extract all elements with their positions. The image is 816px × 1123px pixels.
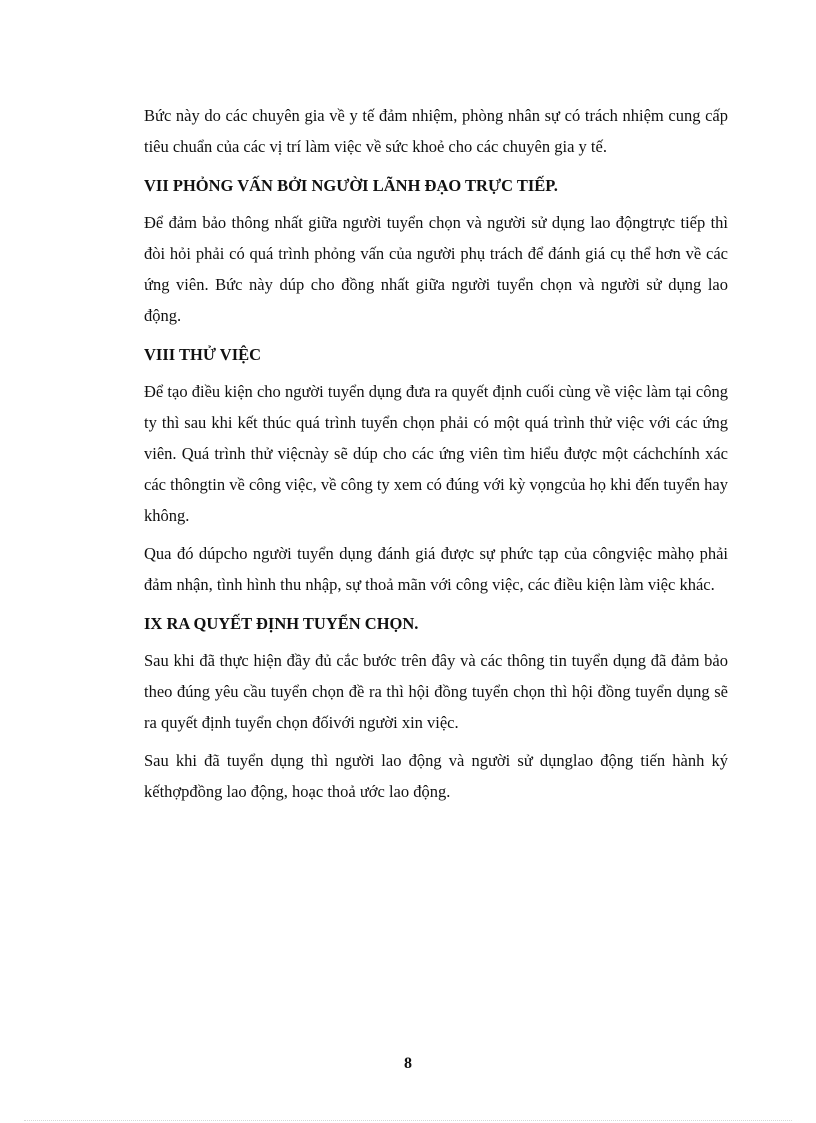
- paragraph-labor-contract: Sau khi đã tuyển dụng thì người lao động và người sử dụnglao động tiến hành ký kếthợpđồng lao động, hoạc thoả ước lao động.: [144, 751, 728, 801]
- paragraph-health-check: Bức này do các chuyên gia về y tế đảm nhiệm, phòng nhân sự có trách nhiệm cung cấp tiêu chuẩn của các vị trí làm việc về sức khoẻ cho các chuyên gia y tế.: [144, 106, 728, 156]
- section-heading-vii: VII PHỎNG VẤN BỞI NGƯỜI LÃNH ĐẠO TRỰC TIẾP.: [144, 176, 558, 195]
- section-heading-viii: VIII THỬ VIỆC: [144, 345, 262, 364]
- paragraph-hiring-decision: Sau khi đã thực hiện đầy đủ cắc bước trên đây và các thông tin tuyển dụng đã đảm bảo theo đúng yêu cầu tuyển chọn đề ra thì hội đồng tuyển chọn thì hội đồng tuyển dụng sẽ ra quyết định tuyển chọn đốivới người xin việc.: [144, 651, 728, 732]
- paragraph-probation: Để tạo điều kiện cho người tuyển dụng đưa ra quyết định cuối cùng về việc làm tại công ty thì sau khi kết thúc quá trình tuyển chọn phải có một quá trình thử việc với các ứng viên. Quá trình thử việcnày sẽ dúp cho các ứng viên tìm hiểu được một cáchchính xác các thôngtin về công việc, về công ty xem có đúng với kỳ vọngcủa họ khi đến tuyển hay không.: [144, 382, 728, 525]
- paragraph-probation-evaluation: Qua đó dúpcho người tuyển dụng đánh giá được sự phức tạp của côngviệc màhọ phải đảm nhận, tình hình thu nhập, sự thoả mãn với công việc, các điều kiện làm việc khác.: [144, 544, 728, 594]
- page-number: 8: [404, 1055, 412, 1072]
- section-heading-ix: IX RA QUYẾT ĐỊNH TUYỂN CHỌN.: [144, 614, 419, 633]
- page-body: [144, 100, 728, 807]
- page-bottom-rule: [24, 1120, 792, 1121]
- paragraph-direct-interview: Để đảm bảo thông nhất giữa người tuyển chọn và người sử dụng lao độngtrực tiếp thì đòi hỏi phải có quá trình phỏng vấn của người phụ trách để đánh giá cụ thể hơn về các ứng viên. Bức này dúp cho đồng nhất giữa người tuyển chọn và người sử dụng lao động.: [144, 213, 728, 325]
